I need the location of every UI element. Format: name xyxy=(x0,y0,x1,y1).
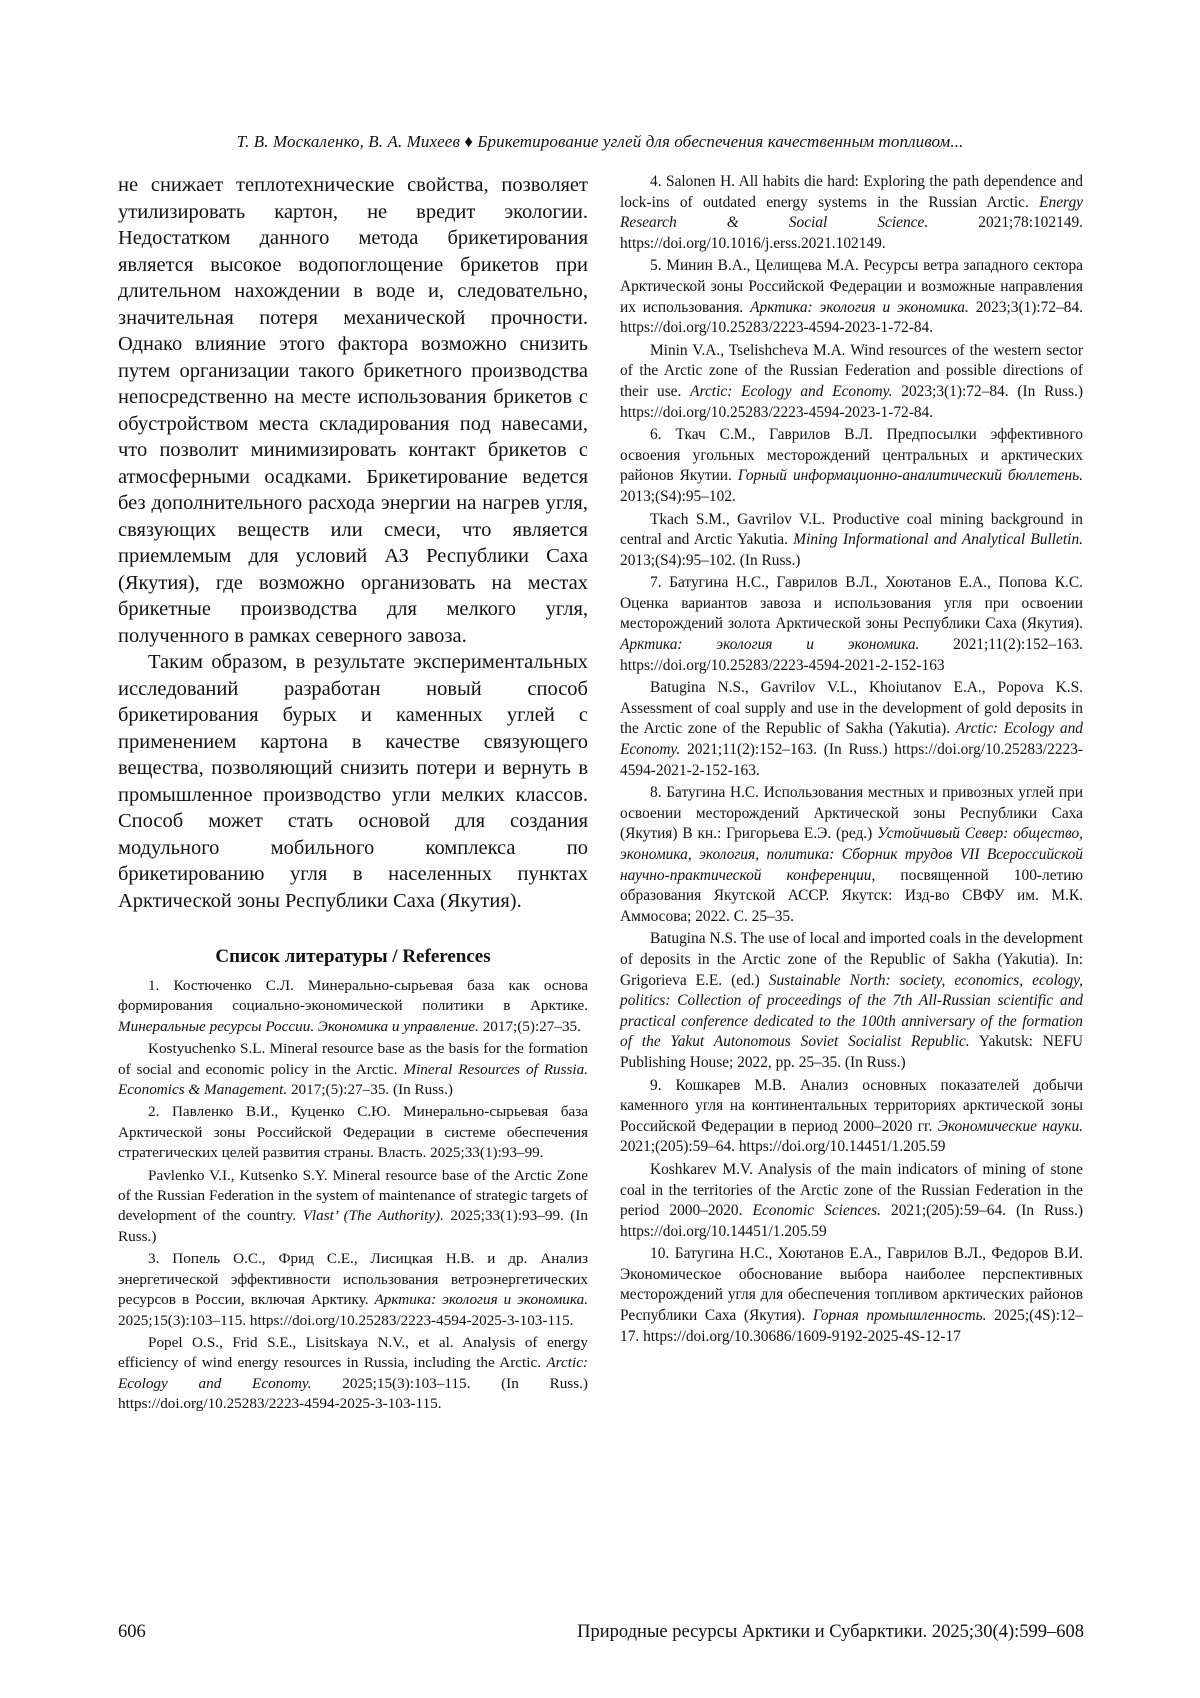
reference-item: 1. Костюченко С.Л. Минерально-сырьевая база как основа формирования социально-экономической политики в Арктике. Минеральные ресурсы России. Экономика и управление. 2017;(5):27–35. xyxy=(118,977,588,1035)
body-text xyxy=(118,172,588,914)
references-title: Список литературы / References xyxy=(215,946,491,967)
page-number: 606 xyxy=(118,1622,146,1642)
reference-item: 9. Кошкарев М.В. Анализ основных показателей добычи каменного угля на континентальных территориях арктической зоны Российской Федерации в период 2000–2020 гг. Экономические науки. 2021;(205):59–64. https://doi.org/10.14451/1.205.59 xyxy=(620,1076,1083,1156)
reference-item: 10. Батугина Н.С., Хоютанов Е.А., Гаврилов В.Л., Федоров В.И. Экономическое обоснование выбора наиболее перспективных месторождений угля для обеспечения топливом арктических районов Республики Саха (Якутия). Горная промышленность. 2025;(4S):12–17. https://doi.org/10.30686/1609-9192-2025-4S-12-17 xyxy=(620,1245,1084,1345)
reference-item: 3. Попель О.С., Фрид С.Е., Лисицкая Н.В. и др. Анализ энергетической эффективности использования ветроэнергетических ресурсов в России, включая Арктику. Арктика: экология и экономика. 2025;15(3):103–115. https://doi.org/10.25283/2223-4594-2025-3-103-115. xyxy=(118,1250,588,1329)
reference-item: 8. Батугина Н.С. Использования местных и привозных углей при освоении месторождений Арктической зоны Республики Саха (Якутия) В кн.: Григорьева Е.Э. (ред.) Устойчивый Север: общество, экономика, экология, политика: Сборник трудов VII Всероссийской научно-практической конференции, посвященной 100-летию образования Якутской АССР. Якутск: Изд-во СВФУ им. М.К. Аммосова; 2022. С. 25–35. xyxy=(620,784,1083,925)
left-column xyxy=(118,172,588,1417)
reference-item: Popel O.S., Frid S.E., Lisitskaya N.V., et al. Analysis of energy efficiency of wind energy resources in Russia, including the Arctic. Arctic: Ecology and Economy. 2025;15(3):103–115. (In Russ.) https://doi.org/10.25283/2223-4594-2025-3-103-115. xyxy=(118,1333,588,1413)
reference-item: Pavlenko V.I., Kutsenko S.Y. Mineral resource base of the Arctic Zone of the Russian Federation in the system of maintenance of strategic targets of development of the country. Vlast’ (The Authority). 2025;33(1):93–99. (In Russ.) xyxy=(118,1166,588,1245)
reference-item: Batugina N.S., Gavrilov V.L., Khoiutanov E.A., Popova K.S. Assessment of coal supply and use in the development of gold deposits in the Arctic zone of the Republic of Sakha (Yakutia). Arctic: Ecology and Economy. 2021;11(2):152–163. (In Russ.) https://doi.org/10.25283/2223-4594-2021-2-152-163. xyxy=(620,679,1083,779)
reference-item: 7. Батугина Н.С., Гаврилов В.Л., Хоютанов Е.А., Попова К.С. Оценка вариантов завоза и использования угля при освоении месторождений золота Арктической зоны Республики Саха (Якутия). Арктика: экология и экономика. 2021;11(2):152–163. https://doi.org/10.25283/2223-4594-2021-2-152-163 xyxy=(620,574,1083,674)
reference-item: 2. Павленко В.И., Куценко С.Ю. Минерально-сырьевая база Арктической зоны Российской Федерации в системе обеспечения стратегических целей развития страны. Власть. 2025;33(1):93–99. xyxy=(118,1103,588,1162)
running-header: Т. В. Москаленко, В. А. Михеев ♦ Брикетирование углей для обеспечения качественным топливом... xyxy=(236,132,964,151)
right-column xyxy=(620,172,1083,1349)
body-paragraph: не снижает теплотехнические свойства, позволяет утилизировать картон, не вредит экологии. Недостатком данного метода брикетирования является высокое водопоглощение брикетов при длительном нахождении в воде и, следовательно, значительная потеря механической прочности. Однако влияние этого фактора возможно снизить путем организации такого брикетного производства непосредственно на месте использования брикетов с обустройством места складирования под навесами, что позволит минимизировать контакт брикетов с атмосферными осадками. Брикетирование ведется без дополнительного расхода энергии на нагрев угля, связующих веществ или смеси, что является приемлемым для условий АЗ Республики Саха (Якутия), где возможно организовать на местах брикетные производства для мелкого угля, полученного в рамках северного завоза. xyxy=(118,174,588,647)
reference-item: Batugina N.S. The use of local and imported coals in the development of deposits in the Arctic zone of the Republic of Sakha (Yakutia). In: Grigorieva E.E. (ed.) Sustainable North: society, economics, ecology, politics: Collection of proceedings of the 7th All-Russian scientific and practical conference dedicated to the 100th anniversary of the formation of the Yakut Autonomous Soviet Socialist Republic. Yakutsk: NEFU Publishing House; 2022, pp. 25–35. (In Russ.) xyxy=(620,930,1083,1071)
reference-item: 4. Salonen H. All habits die hard: Exploring the path dependence and lock-ins of outdated energy systems in the Russian Arctic. Energy Research & Social Science. 2021;78:102149. https://doi.org/10.1016/j.erss.2021.102149. xyxy=(620,173,1084,252)
reference-item: Koshkarev M.V. Analysis of the main indicators of mining of stone coal in the territories of the Arctic zone of the Russian Federation in the period 2000–2020. Economic Sciences. 2021;(205):59–64. (In Russ.) https://doi.org/10.14451/1.205.59 xyxy=(620,1160,1084,1240)
reference-item: 5. Минин В.А., Целищева М.А. Ресурсы ветра западного сектора Арктической зоны Российской Федерации и возможные направления их использования. Арктика: экология и экономика. 2023;3(1):72–84. https://doi.org/10.25283/2223-4594-2023-1-72-84. xyxy=(620,257,1084,337)
reference-item: Minin V.A., Tselishcheva M.A. Wind resources of the western sector of the Arctic zone of the Russian Federation and possible directions of their use. Arctic: Ecology and Economy. 2023;3(1):72–84. (In Russ.) https://doi.org/10.25283/2223-4594-2023-1-72-84. xyxy=(620,341,1083,421)
body-paragraph: Таким образом, в результате экспериментальных исследований разработан новый способ брикетирования бурых и каменных углей с применением картона в качестве связующего вещества, позволяющий снизить потери и вернуть в промышленное производство угли мелких классов. Способ может стать основой для создания модульного мобильного комплекса по брикетированию угля в населенных пунктах Арктической зоны Республики Саха (Якутия). xyxy=(118,651,588,912)
journal-citation: Природные ресурсы Арктики и Субарктики. 2025;30(4):599–608 xyxy=(577,1622,1084,1642)
reference-item: Tkach S.M., Gavrilov V.L. Productive coal mining background in central and Arctic Yakutia. Mining Informational and Analytical Bulletin. 2013;(S4):95–102. (In Russ.) xyxy=(620,510,1083,569)
reference-item: 6. Ткач С.М., Гаврилов В.Л. Предпосылки эффективного освоения угольных месторождений центральных и арктических районов Якутии. Горный информационно-аналитический бюллетень. 2013;(S4):95–102. xyxy=(620,426,1083,505)
references-list-left xyxy=(118,976,588,1415)
reference-item: Kostyuchenko S.L. Mineral resource base as the basis for the formation of social and economic policy in the Arctic. Mineral Resources of Russia. Economics & Management. 2017;(5):27–35. (In Russ.) xyxy=(118,1040,588,1099)
